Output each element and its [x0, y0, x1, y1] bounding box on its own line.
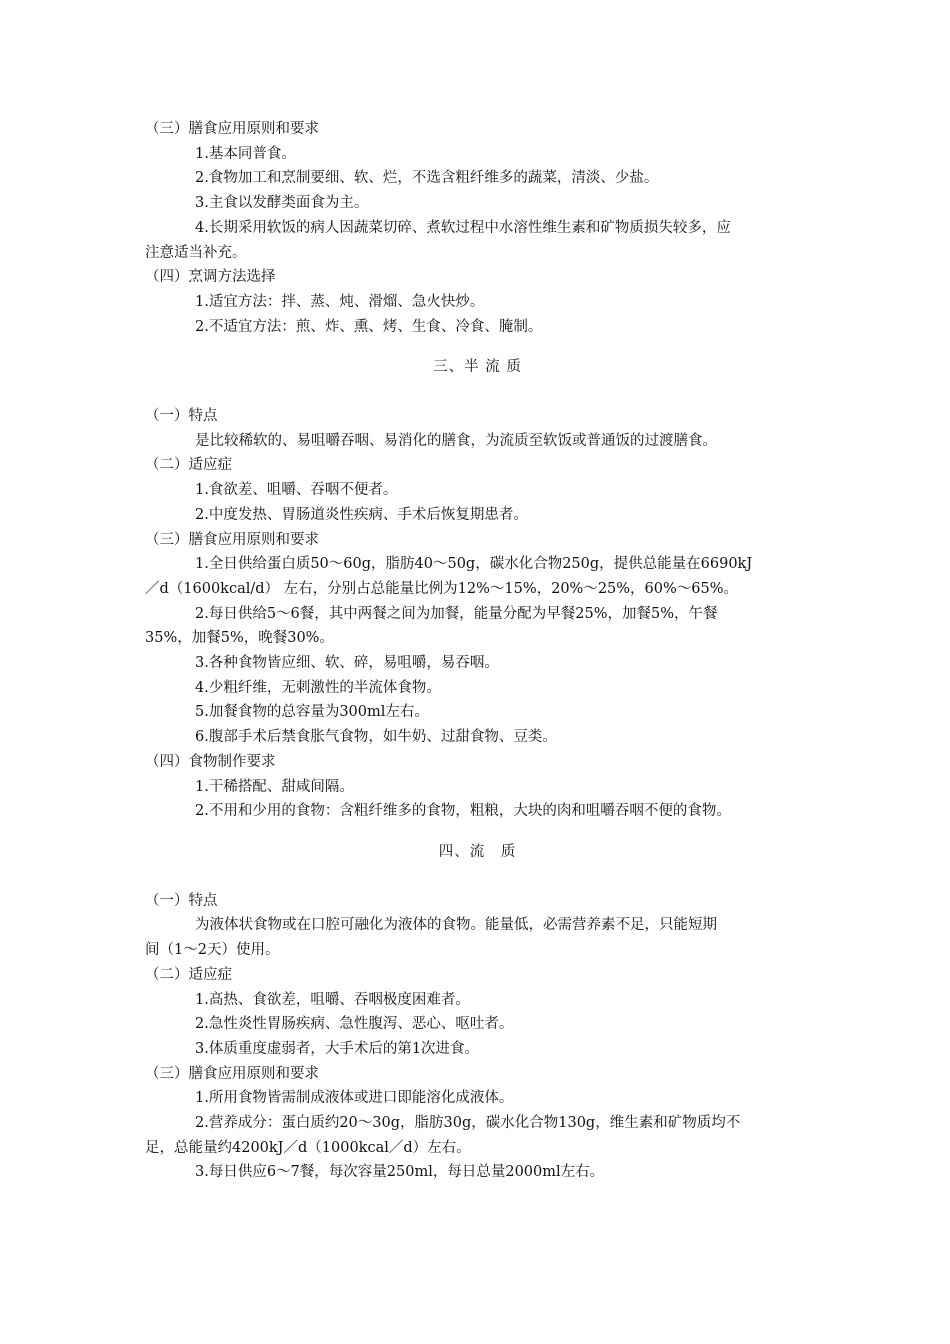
paragraph-line: 5.加餐食物的总容量为300ml左右。: [195, 704, 429, 721]
paragraph-line: 1.食欲差、咀嚼、吞咽不便者。: [195, 482, 398, 499]
section-s2-tail: [145, 117, 810, 339]
subsection-heading: （三）膳食应用原则和要求: [145, 531, 319, 548]
subsection-heading: （四）烹调方法选择: [145, 269, 276, 286]
subsection-heading: （二）适应症: [145, 457, 232, 474]
paragraph-line: ／d（1600kcal/d） 左右，分别占总能量比例为12%～15%，20%～25%，60%～65%。: [145, 580, 739, 597]
paragraph-line: 35%，加餐5%，晚餐30%。: [145, 630, 334, 647]
paragraph-line: 2.急性炎性胃肠疾病、急性腹泻、恶心、呕吐者。: [195, 1016, 514, 1033]
paragraph-line: 1.干稀搭配、甜咸间隔。: [195, 778, 354, 795]
paragraph-line: 6.腹部手术后禁食胀气食物，如牛奶、过甜食物、豆类。: [195, 729, 557, 746]
paragraph-line: 2.中度发热、胃肠道炎性疾病、手术后恢复期患者。: [195, 506, 528, 523]
paragraph-line: 是比较稀软的、易咀嚼吞咽、易消化的膳食，为流质至软饭或普通饭的过渡膳食。: [195, 432, 717, 449]
paragraph-line: 4.少粗纤维，无刺激性的半流体食物。: [195, 679, 441, 696]
paragraph-line: 3.各种食物皆应细、软、碎，易咀嚼，易吞咽。: [195, 655, 499, 672]
subsection-heading: （一）特点: [145, 408, 218, 425]
section-title: 四、流 质: [438, 843, 517, 860]
subsection-heading: （三）膳食应用原则和要求: [145, 1065, 319, 1082]
subsection-heading: （一）特点: [145, 892, 218, 909]
paragraph-line: 1.适宜方法：拌、蒸、炖、滑熘、急火快炒。: [195, 293, 485, 310]
paragraph-line: 1.基本同普食。: [195, 145, 296, 162]
section-s3: [145, 339, 810, 824]
paragraph-line: 间（1～2天）使用。: [145, 942, 280, 959]
paragraph-line: 3.主食以发酵类面食为主。: [195, 195, 369, 212]
paragraph-line: 注意适当补充。: [145, 244, 247, 261]
paragraph-line: 1.高热、食欲差，咀嚼、吞咽极度困难者。: [195, 991, 470, 1008]
paragraph-line: 2.营养成分：蛋白质约20～30g，脂肪30g，碳水化合物130g，维生素和矿物质均不: [195, 1115, 741, 1132]
paragraph-line: 2.食物加工和烹制要细、软、烂，不选含粗纤维多的蔬菜，清淡、少盐。: [195, 170, 659, 187]
paragraph-line: 3.每日供应6～7餐，每次容量250ml，每日总量2000ml左右。: [195, 1164, 605, 1181]
paragraph-line: 3.体质重度虚弱者，大手术后的第1次进食。: [195, 1040, 480, 1057]
paragraph-line: 1.所用食物皆需制成液体或进口即能溶化成液体。: [195, 1090, 514, 1107]
paragraph-line: 2.不用和少用的食物：含粗纤维多的食物，粗粮，大块的肉和咀嚼吞咽不便的食物。: [195, 803, 731, 820]
paragraph-line: 为液体状食物或在口腔可融化为液体的食物。能量低，必需营养素不足，只能短期: [195, 917, 717, 934]
paragraph-line: 足，总能量约4200kJ／d（1000kcal／d）左右。: [145, 1139, 471, 1156]
section-s4: [145, 824, 810, 1185]
subsection-heading: （二）适应症: [145, 966, 232, 983]
paragraph-line: 1.全日供给蛋白质50～60g，脂肪40～50g，碳水化合物250g，提供总能量在6690kJ: [195, 556, 753, 573]
document-body: [145, 117, 810, 1185]
paragraph-line: 4.长期采用软饭的病人因蔬菜切碎、煮软过程中水溶性维生素和矿物质损失较多，应: [195, 219, 731, 236]
paragraph-line: 2.每日供给5～6餐，其中两餐之间为加餐，能量分配为早餐25%，加餐5%，午餐: [195, 605, 718, 622]
subsection-heading: （四）食物制作要求: [145, 753, 276, 770]
section-title: 三、半 流 质: [433, 359, 522, 376]
subsection-heading: （三）膳食应用原则和要求: [145, 121, 319, 137]
paragraph-line: 2.不适宜方法：煎、炸、熏、烤、生食、冷食、腌制。: [195, 318, 543, 335]
